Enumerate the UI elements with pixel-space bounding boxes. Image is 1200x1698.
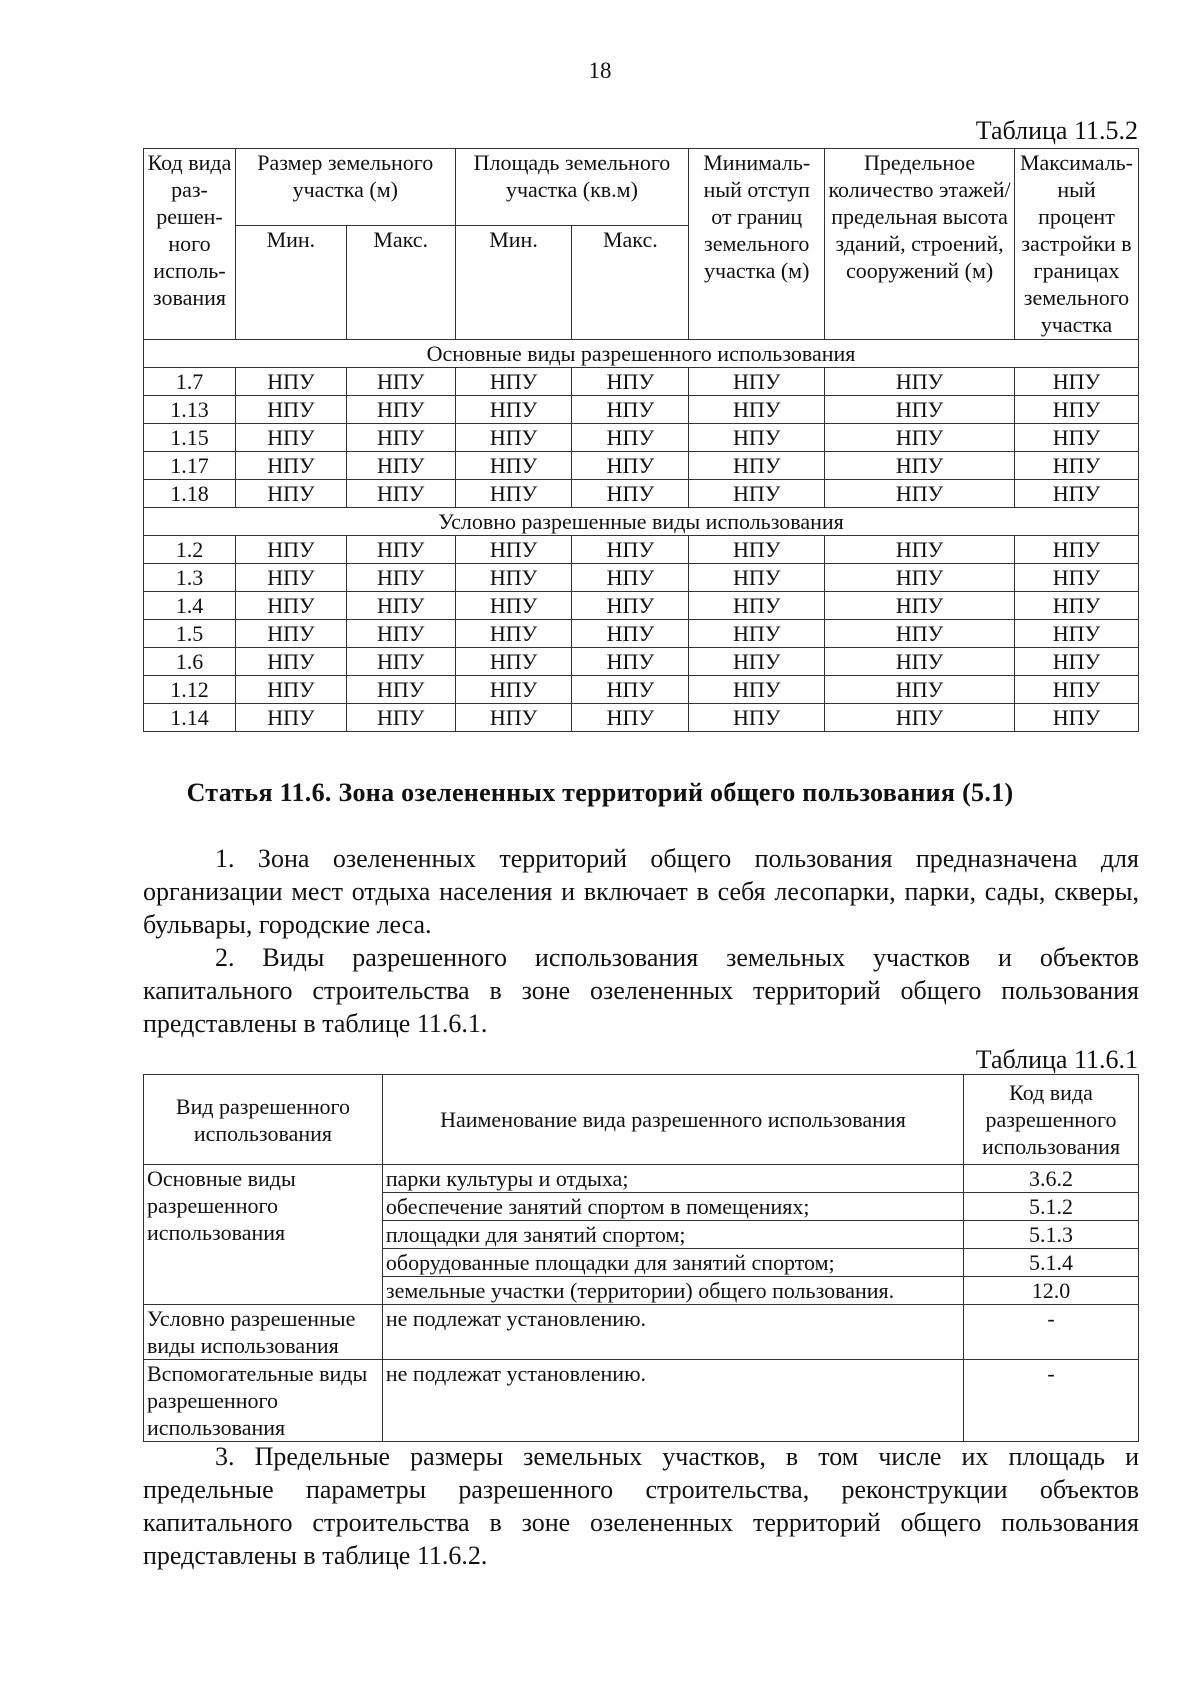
use-code: 1.2 xyxy=(144,536,236,564)
section-main: Основные виды разрешенного использования xyxy=(144,340,1139,368)
group-auxiliary: Вспомогательные виды разрешенного использования xyxy=(144,1360,383,1442)
value-cell: НПУ xyxy=(825,676,1015,704)
header-use-name: Наименование вида разрешенного использования xyxy=(382,1075,963,1165)
value-cell: НПУ xyxy=(346,676,455,704)
value-cell: НПУ xyxy=(1014,536,1138,564)
table-row xyxy=(144,368,1139,396)
use-name: площадки для занятий спортом; xyxy=(382,1221,963,1249)
value-cell: НПУ xyxy=(572,424,689,452)
value-cell: НПУ xyxy=(825,368,1015,396)
value-cell: НПУ xyxy=(572,452,689,480)
table-row xyxy=(144,424,1139,452)
use-name: не подлежат установлению. xyxy=(382,1305,963,1360)
value-cell: НПУ xyxy=(455,536,572,564)
header-plot-area: Площадь земельного участка (кв.м) xyxy=(455,149,689,226)
value-cell: НПУ xyxy=(1014,480,1138,508)
value-cell: НПУ xyxy=(346,592,455,620)
table-row xyxy=(144,480,1139,508)
use-code: 1.3 xyxy=(144,564,236,592)
value-cell: НПУ xyxy=(1014,396,1138,424)
value-cell: НПУ xyxy=(1014,368,1138,396)
value-cell: НПУ xyxy=(572,592,689,620)
use-code: 1.5 xyxy=(144,620,236,648)
use-code: 1.13 xyxy=(144,396,236,424)
value-cell: НПУ xyxy=(572,704,689,732)
value-cell: НПУ xyxy=(346,480,455,508)
value-cell: НПУ xyxy=(455,648,572,676)
group-main: Основные виды разрешенного использования xyxy=(144,1165,383,1305)
page-number: 18 xyxy=(588,58,612,83)
table-caption: Таблица 11.6.1 xyxy=(975,1045,1138,1074)
value-cell: НПУ xyxy=(1014,676,1138,704)
value-cell: НПУ xyxy=(572,480,689,508)
use-code: - xyxy=(964,1360,1139,1442)
use-name: земельные участки (территории) общего пользования. xyxy=(382,1277,963,1305)
use-code: 5.1.2 xyxy=(964,1193,1139,1221)
value-cell: НПУ xyxy=(455,452,572,480)
use-code: 1.7 xyxy=(144,368,236,396)
table-row xyxy=(144,396,1139,424)
value-cell: НПУ xyxy=(689,480,825,508)
value-cell: НПУ xyxy=(825,396,1015,424)
use-name: оборудованные площадки для занятий спортом; xyxy=(382,1249,963,1277)
use-code: 1.18 xyxy=(144,480,236,508)
value-cell: НПУ xyxy=(689,368,825,396)
value-cell: НПУ xyxy=(1014,648,1138,676)
value-cell: НПУ xyxy=(825,536,1015,564)
value-cell: НПУ xyxy=(689,452,825,480)
header-code: Код вида раз- решен- ного исполь- зования xyxy=(144,149,236,340)
value-cell: НПУ xyxy=(689,564,825,592)
value-cell: НПУ xyxy=(572,620,689,648)
value-cell: НПУ xyxy=(689,424,825,452)
header-coverage: Максималь- ный процент застройки в границах земельного участка xyxy=(1014,149,1138,340)
value-cell: НПУ xyxy=(825,704,1015,732)
value-cell: НПУ xyxy=(825,424,1015,452)
header-size-min: Мин. xyxy=(235,226,346,340)
section-conditional: Условно разрешенные виды использования xyxy=(144,508,1139,536)
value-cell: НПУ xyxy=(235,704,346,732)
value-cell: НПУ xyxy=(346,452,455,480)
table-row xyxy=(144,704,1139,732)
value-cell: НПУ xyxy=(346,424,455,452)
value-cell: НПУ xyxy=(455,676,572,704)
article-heading: Статья 11.6. Зона озелененных территорий общего пользования (5.1) xyxy=(186,778,1014,807)
table-caption: Таблица 11.5.2 xyxy=(975,116,1138,145)
value-cell: НПУ xyxy=(825,564,1015,592)
paragraph-1: 1. Зона озелененных территорий общего пользования предназначена для организации мест отдыха населения и включает в себя лесопарки, парки, сады, скверы, бульвары, городские леса. xyxy=(143,844,1139,939)
value-cell: НПУ xyxy=(1014,704,1138,732)
use-code: 5.1.4 xyxy=(964,1249,1139,1277)
value-cell: НПУ xyxy=(825,452,1015,480)
value-cell: НПУ xyxy=(235,424,346,452)
value-cell: НПУ xyxy=(689,620,825,648)
value-cell: НПУ xyxy=(572,564,689,592)
main-rows xyxy=(144,368,1139,508)
table-row xyxy=(144,592,1139,620)
value-cell: НПУ xyxy=(689,648,825,676)
value-cell: НПУ xyxy=(825,480,1015,508)
use-name: обеспечение занятий спортом в помещениях; xyxy=(382,1193,963,1221)
header-area-min: Мин. xyxy=(455,226,572,340)
value-cell: НПУ xyxy=(455,704,572,732)
value-cell: НПУ xyxy=(235,452,346,480)
use-code: 1.14 xyxy=(144,704,236,732)
value-cell: НПУ xyxy=(689,536,825,564)
limits-table xyxy=(143,148,1139,732)
value-cell: НПУ xyxy=(825,592,1015,620)
value-cell: НПУ xyxy=(235,536,346,564)
value-cell: НПУ xyxy=(825,620,1015,648)
table-row xyxy=(144,536,1139,564)
value-cell: НПУ xyxy=(825,648,1015,676)
value-cell: НПУ xyxy=(455,564,572,592)
value-cell: НПУ xyxy=(455,480,572,508)
conditional-rows xyxy=(144,536,1139,732)
use-code: 12.0 xyxy=(964,1277,1139,1305)
header-area-max: Макс. xyxy=(572,226,689,340)
value-cell: НПУ xyxy=(689,396,825,424)
paragraph-3: 3. Предельные размеры земельных участков, в том числе их площадь и предельные параметры разрешенного строительства, реконструкции объектов капитального строительства в зоне озелененных территорий общего пользования представлены в таблице 11.6.2. xyxy=(143,1442,1139,1570)
value-cell: НПУ xyxy=(1014,592,1138,620)
value-cell: НПУ xyxy=(235,396,346,424)
value-cell: НПУ xyxy=(572,368,689,396)
use-code: 1.4 xyxy=(144,592,236,620)
use-code: 5.1.3 xyxy=(964,1221,1139,1249)
value-cell: НПУ xyxy=(1014,620,1138,648)
value-cell: НПУ xyxy=(346,396,455,424)
group-conditional: Условно разрешенные виды использования xyxy=(144,1305,383,1360)
value-cell: НПУ xyxy=(572,676,689,704)
value-cell: НПУ xyxy=(455,368,572,396)
table-row xyxy=(144,648,1139,676)
value-cell: НПУ xyxy=(235,592,346,620)
use-code: 1.17 xyxy=(144,452,236,480)
value-cell: НПУ xyxy=(1014,424,1138,452)
value-cell: НПУ xyxy=(689,676,825,704)
table-row xyxy=(144,676,1139,704)
value-cell: НПУ xyxy=(572,396,689,424)
value-cell: НПУ xyxy=(346,368,455,396)
value-cell: НПУ xyxy=(1014,564,1138,592)
paragraph-2: 2. Виды разрешенного использования земельных участков и объектов капитального строительства в зоне озелененных территорий общего пользования представлены в таблице 11.6.1. xyxy=(143,943,1139,1038)
use-code: - xyxy=(964,1305,1139,1360)
value-cell: НПУ xyxy=(455,396,572,424)
value-cell: НПУ xyxy=(1014,452,1138,480)
value-cell: НПУ xyxy=(455,592,572,620)
value-cell: НПУ xyxy=(689,704,825,732)
table-row xyxy=(144,452,1139,480)
value-cell: НПУ xyxy=(455,620,572,648)
use-code: 3.6.2 xyxy=(964,1165,1139,1193)
table-row xyxy=(144,564,1139,592)
header-use-kind: Вид разрешенного использования xyxy=(144,1075,383,1165)
value-cell: НПУ xyxy=(235,480,346,508)
header-size-max: Макс. xyxy=(346,226,455,340)
value-cell: НПУ xyxy=(346,648,455,676)
use-name: не подлежат установлению. xyxy=(382,1360,963,1442)
value-cell: НПУ xyxy=(235,564,346,592)
header-plot-size: Размер земельного участка (м) xyxy=(235,149,455,226)
value-cell: НПУ xyxy=(346,704,455,732)
use-name: парки культуры и отдыха; xyxy=(382,1165,963,1193)
value-cell: НПУ xyxy=(235,676,346,704)
value-cell: НПУ xyxy=(235,368,346,396)
use-code: 1.15 xyxy=(144,424,236,452)
value-cell: НПУ xyxy=(235,620,346,648)
table-row xyxy=(144,620,1139,648)
header-use-code: Код вида разрешенного использования xyxy=(964,1075,1139,1165)
value-cell: НПУ xyxy=(455,424,572,452)
use-code: 1.6 xyxy=(144,648,236,676)
use-code: 1.12 xyxy=(144,676,236,704)
value-cell: НПУ xyxy=(346,564,455,592)
value-cell: НПУ xyxy=(572,648,689,676)
value-cell: НПУ xyxy=(689,592,825,620)
header-floors: Предельное количество этажей/ предельная высота зданий, строений, сооружений (м) xyxy=(825,149,1015,340)
value-cell: НПУ xyxy=(346,620,455,648)
permitted-uses-table xyxy=(143,1074,1139,1442)
header-setback: Минималь- ный отступ от границ земельного участка (м) xyxy=(689,149,825,340)
value-cell: НПУ xyxy=(572,536,689,564)
value-cell: НПУ xyxy=(235,648,346,676)
value-cell: НПУ xyxy=(346,536,455,564)
